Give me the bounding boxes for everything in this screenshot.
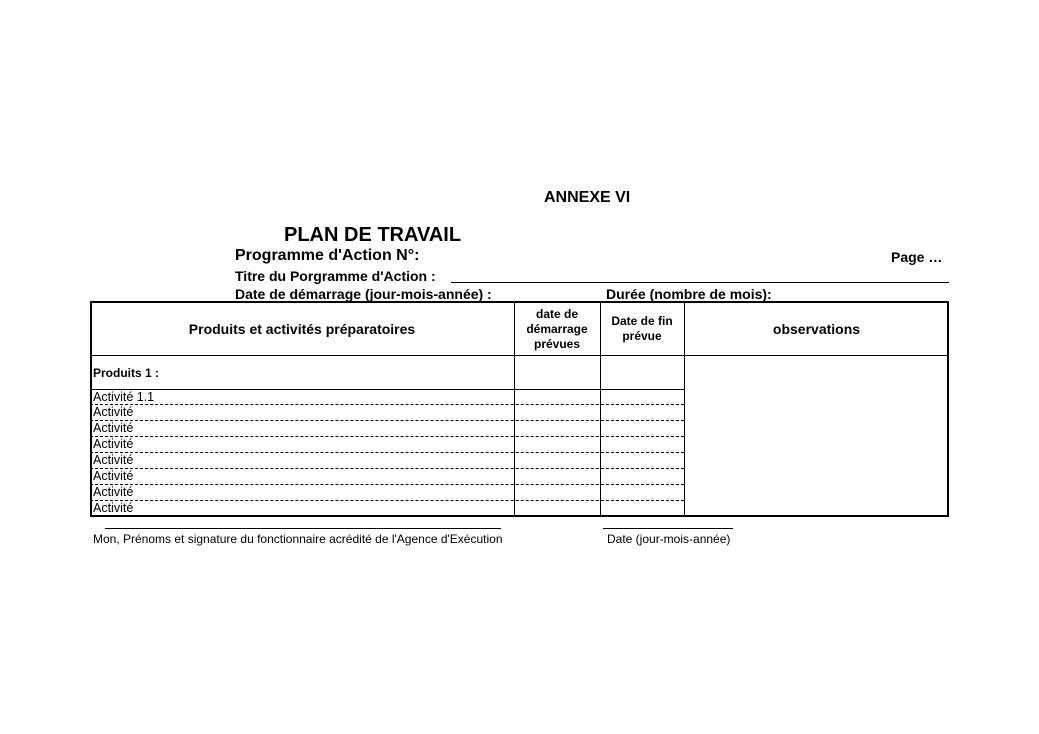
activity-row: Activité — [93, 437, 134, 451]
column-header-observations: observations — [772, 321, 861, 337]
programme-label: Programme d'Action N°: — [235, 247, 420, 264]
dashed-row-divider — [90, 436, 684, 437]
duration-label: Durée (nombre de mois): — [606, 286, 772, 302]
page-label: Page … — [891, 249, 943, 265]
activity-row: Activité — [93, 405, 134, 419]
titre-fill-line — [451, 282, 949, 283]
dashed-row-divider — [90, 468, 684, 469]
work-plan-table — [90, 301, 949, 517]
activity-row: Activité 1.1 — [93, 390, 155, 404]
signature-line — [105, 528, 501, 529]
activity-row: Activité — [93, 453, 134, 467]
activity-row: Activité — [93, 501, 134, 515]
annex-label: ANNEXE VI — [544, 189, 631, 206]
dashed-row-divider — [90, 404, 684, 405]
column-header-produits: Produits et activités préparatoires — [188, 321, 416, 337]
row-divider — [90, 389, 684, 390]
activity-row: Activité — [93, 485, 134, 499]
titre-label: Titre du Porgramme d'Action : — [235, 268, 436, 284]
dashed-row-divider — [90, 500, 684, 501]
column-header-end-date: Date de fin prévue — [611, 314, 673, 343]
dashed-row-divider — [90, 484, 684, 485]
activity-row: Activité — [93, 421, 134, 435]
dashed-row-divider — [90, 420, 684, 421]
header-divider — [90, 355, 949, 356]
signature-label: Mon, Prénoms et signature du fonctionnaire acrédité de l'Agence d'Exécution — [93, 532, 503, 546]
date-label: Date (jour-mois-année) — [607, 532, 731, 546]
column-header-start-date: date de démarrage prévues — [526, 306, 588, 351]
start-date-label: Date de démarrage (jour-mois-année) : — [235, 286, 492, 302]
dashed-row-divider — [90, 452, 684, 453]
document-title: PLAN DE TRAVAIL — [284, 224, 462, 246]
date-line — [603, 528, 733, 529]
produits-label: Produits 1 : — [93, 366, 160, 380]
activity-row: Activité — [93, 469, 134, 483]
